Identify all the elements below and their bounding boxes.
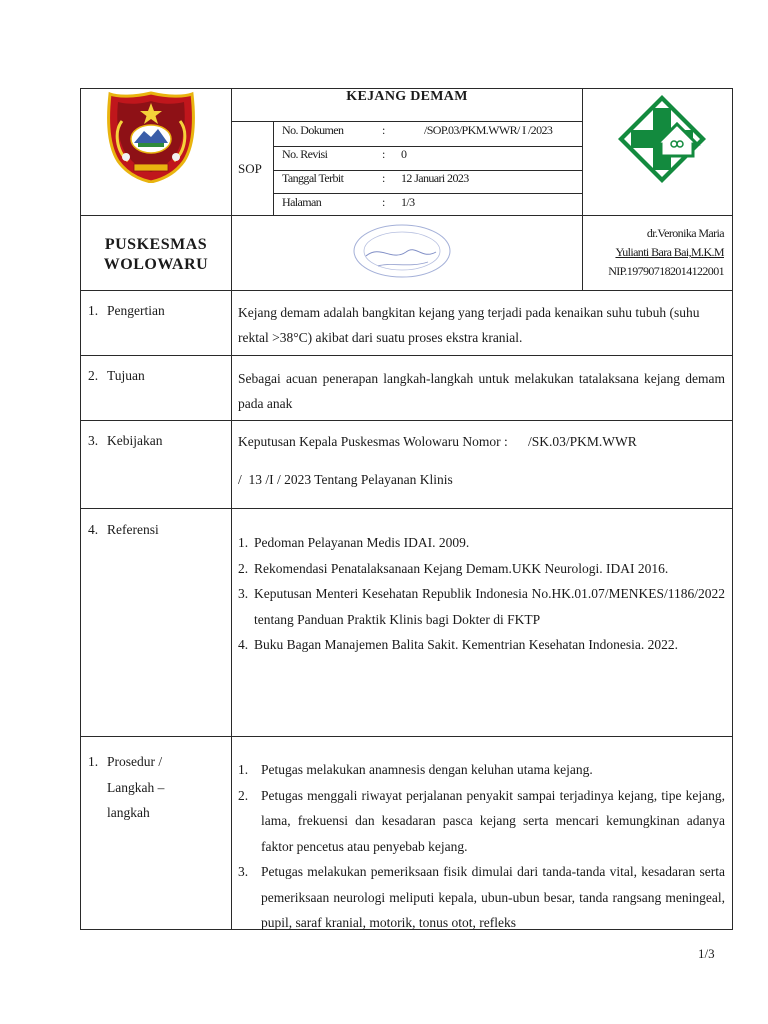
list-number: 1. — [238, 762, 249, 777]
section-label-text: Pengertian — [107, 303, 165, 318]
section-number: 2. — [88, 368, 99, 383]
list-item — [238, 757, 725, 783]
section-label-kebijakan — [88, 433, 162, 449]
section-label-text: Kebijakan — [107, 433, 163, 448]
referensi-list — [238, 530, 725, 658]
row-divider-prosedur — [80, 736, 733, 737]
section-label-referensi — [88, 522, 159, 538]
section-number: 4. — [88, 522, 99, 537]
section-label-pengertian — [88, 303, 165, 319]
header-divider-right — [582, 88, 583, 290]
section-label-tujuan — [88, 368, 145, 384]
title-underline — [231, 121, 583, 122]
section-label-text: langkah — [107, 805, 150, 820]
row-divider-referensi — [80, 508, 733, 509]
list-item — [238, 581, 725, 632]
signature-stamp-graphic — [350, 222, 455, 280]
list-number: 1. — [238, 535, 249, 550]
meta-label-tanggal-terbit: Tanggal Terbit — [282, 171, 344, 185]
signer-nip: NIP.197907182014122001 — [608, 264, 724, 278]
kebijakan-content-line2: / 13 /I / 2023 Tentang Pelayanan Klinis — [238, 472, 453, 487]
list-text: Petugas menggali riwayat perjalanan penyakit sampai terjadinya kejang, tipe kejang, lama, frekuensi dan kesadaran pasca kejang serta mencari kemungkinan adanya faktor pencetus atau penyebab kejang. — [261, 787, 725, 854]
meta-value-halaman: 1/3 — [401, 195, 415, 209]
list-text: Buku Bagan Manajemen Balita Sakit. Kementrian Kesehatan Indonesia. 2022. — [254, 637, 679, 652]
list-text: Pedoman Pelayanan Medis IDAI. 2009. — [254, 535, 470, 550]
meta-value-no-revisi: 0 — [401, 147, 407, 161]
meta-value-tanggal-terbit: 12 Januari 2023 — [401, 171, 469, 185]
row-divider-tujuan — [80, 355, 733, 356]
list-number: 2. — [238, 560, 249, 576]
puskesmas-name: PUSKESMAS WOLOWARU — [103, 236, 209, 273]
meta-label-halaman: Halaman — [282, 195, 322, 209]
section-label-text: Referensi — [107, 522, 159, 537]
puskesmas-logo — [617, 94, 707, 184]
list-number: 3. — [238, 864, 249, 879]
prosedur-list — [238, 757, 725, 929]
list-item — [238, 530, 725, 556]
kebijakan-content-line1: Keputusan Kepala Puskesmas Wolowaru Nomor : /SK.03/PKM.WWR — [238, 434, 637, 449]
section-number: 1. — [88, 303, 99, 318]
meta-colon: : — [382, 171, 386, 185]
section-number: 1. — [88, 754, 99, 769]
meta-colon: : — [382, 147, 386, 161]
regional-emblem-graphic — [104, 91, 198, 183]
table-border-bottom — [80, 929, 733, 930]
meta-colon: : — [382, 195, 386, 209]
list-text: Rekomendasi Penatalaksanaan Kejang Demam.UKK Neurologi. IDAI 2016. — [254, 560, 669, 576]
row-divider-kebijakan — [80, 420, 733, 421]
list-item — [238, 556, 725, 582]
list-number: 4. — [238, 637, 249, 652]
regional-emblem — [104, 91, 198, 183]
signature-stamp — [350, 222, 455, 280]
puskesmas-logo-graphic — [617, 94, 707, 184]
list-item — [238, 859, 725, 929]
meta-colon: : — [382, 123, 386, 137]
section-label-text: Tujuan — [107, 368, 145, 383]
meta-value-no-dokumen: /SOP.03/PKM.WWR/ I /2023 — [424, 123, 553, 137]
header-row-divider — [80, 215, 733, 216]
meta-divider — [273, 121, 274, 215]
signer-name-line1: dr.Veronika Maria — [646, 226, 724, 240]
tujuan-content: Sebagai acuan penerapan langkah-langkah untuk melakukan tatalaksana kejang demam pada anak — [238, 371, 725, 411]
list-text: Keputusan Menteri Kesehatan Republik Indonesia No.HK.01.07/MENKES/1186/2022 tentang Panduan Praktik Klinis bagi Dokter di FKTP — [254, 586, 725, 627]
list-item — [238, 632, 725, 658]
meta-label-no-revisi: No. Revisi — [282, 147, 328, 161]
list-item — [238, 783, 725, 860]
document-title: KEJANG DEMAM — [346, 89, 468, 104]
list-number: 3. — [238, 586, 249, 601]
meta-label-no-dokumen: No. Dokumen — [282, 123, 344, 137]
list-text: Petugas melakukan anamnesis dengan keluhan utama kejang. — [261, 762, 593, 777]
page-number: 1/3 — [698, 946, 715, 961]
section-label-text: Langkah – — [107, 779, 165, 795]
signer-name-line2: Yulianti Bara Bai,M.K.M — [615, 245, 724, 259]
section-label-text: Prosedur / — [107, 754, 163, 769]
sop-label: SOP — [238, 161, 262, 176]
section-number: 3. — [88, 433, 99, 448]
section-label-prosedur — [88, 749, 164, 826]
row-divider-pengertian — [80, 290, 733, 291]
list-number: 2. — [238, 787, 249, 803]
list-text: Petugas melakukan pemeriksaan fisik dimulai dari tanda-tanda vital, kesadaran serta pemeriksaan neurologi meliputi kepala, ubun-ubun besar, tanda rangsang meningeal, pupil, saraf kranial, motorik, tonus otot, refleks — [261, 864, 725, 929]
pengertian-content: Kejang demam adalah bangkitan kejang yang terjadi pada kenaikan suhu tubuh (suhu rektal >38°C) akibat dari suatu proses ekstra kranial. — [238, 305, 700, 345]
meta-line-3 — [273, 193, 583, 194]
